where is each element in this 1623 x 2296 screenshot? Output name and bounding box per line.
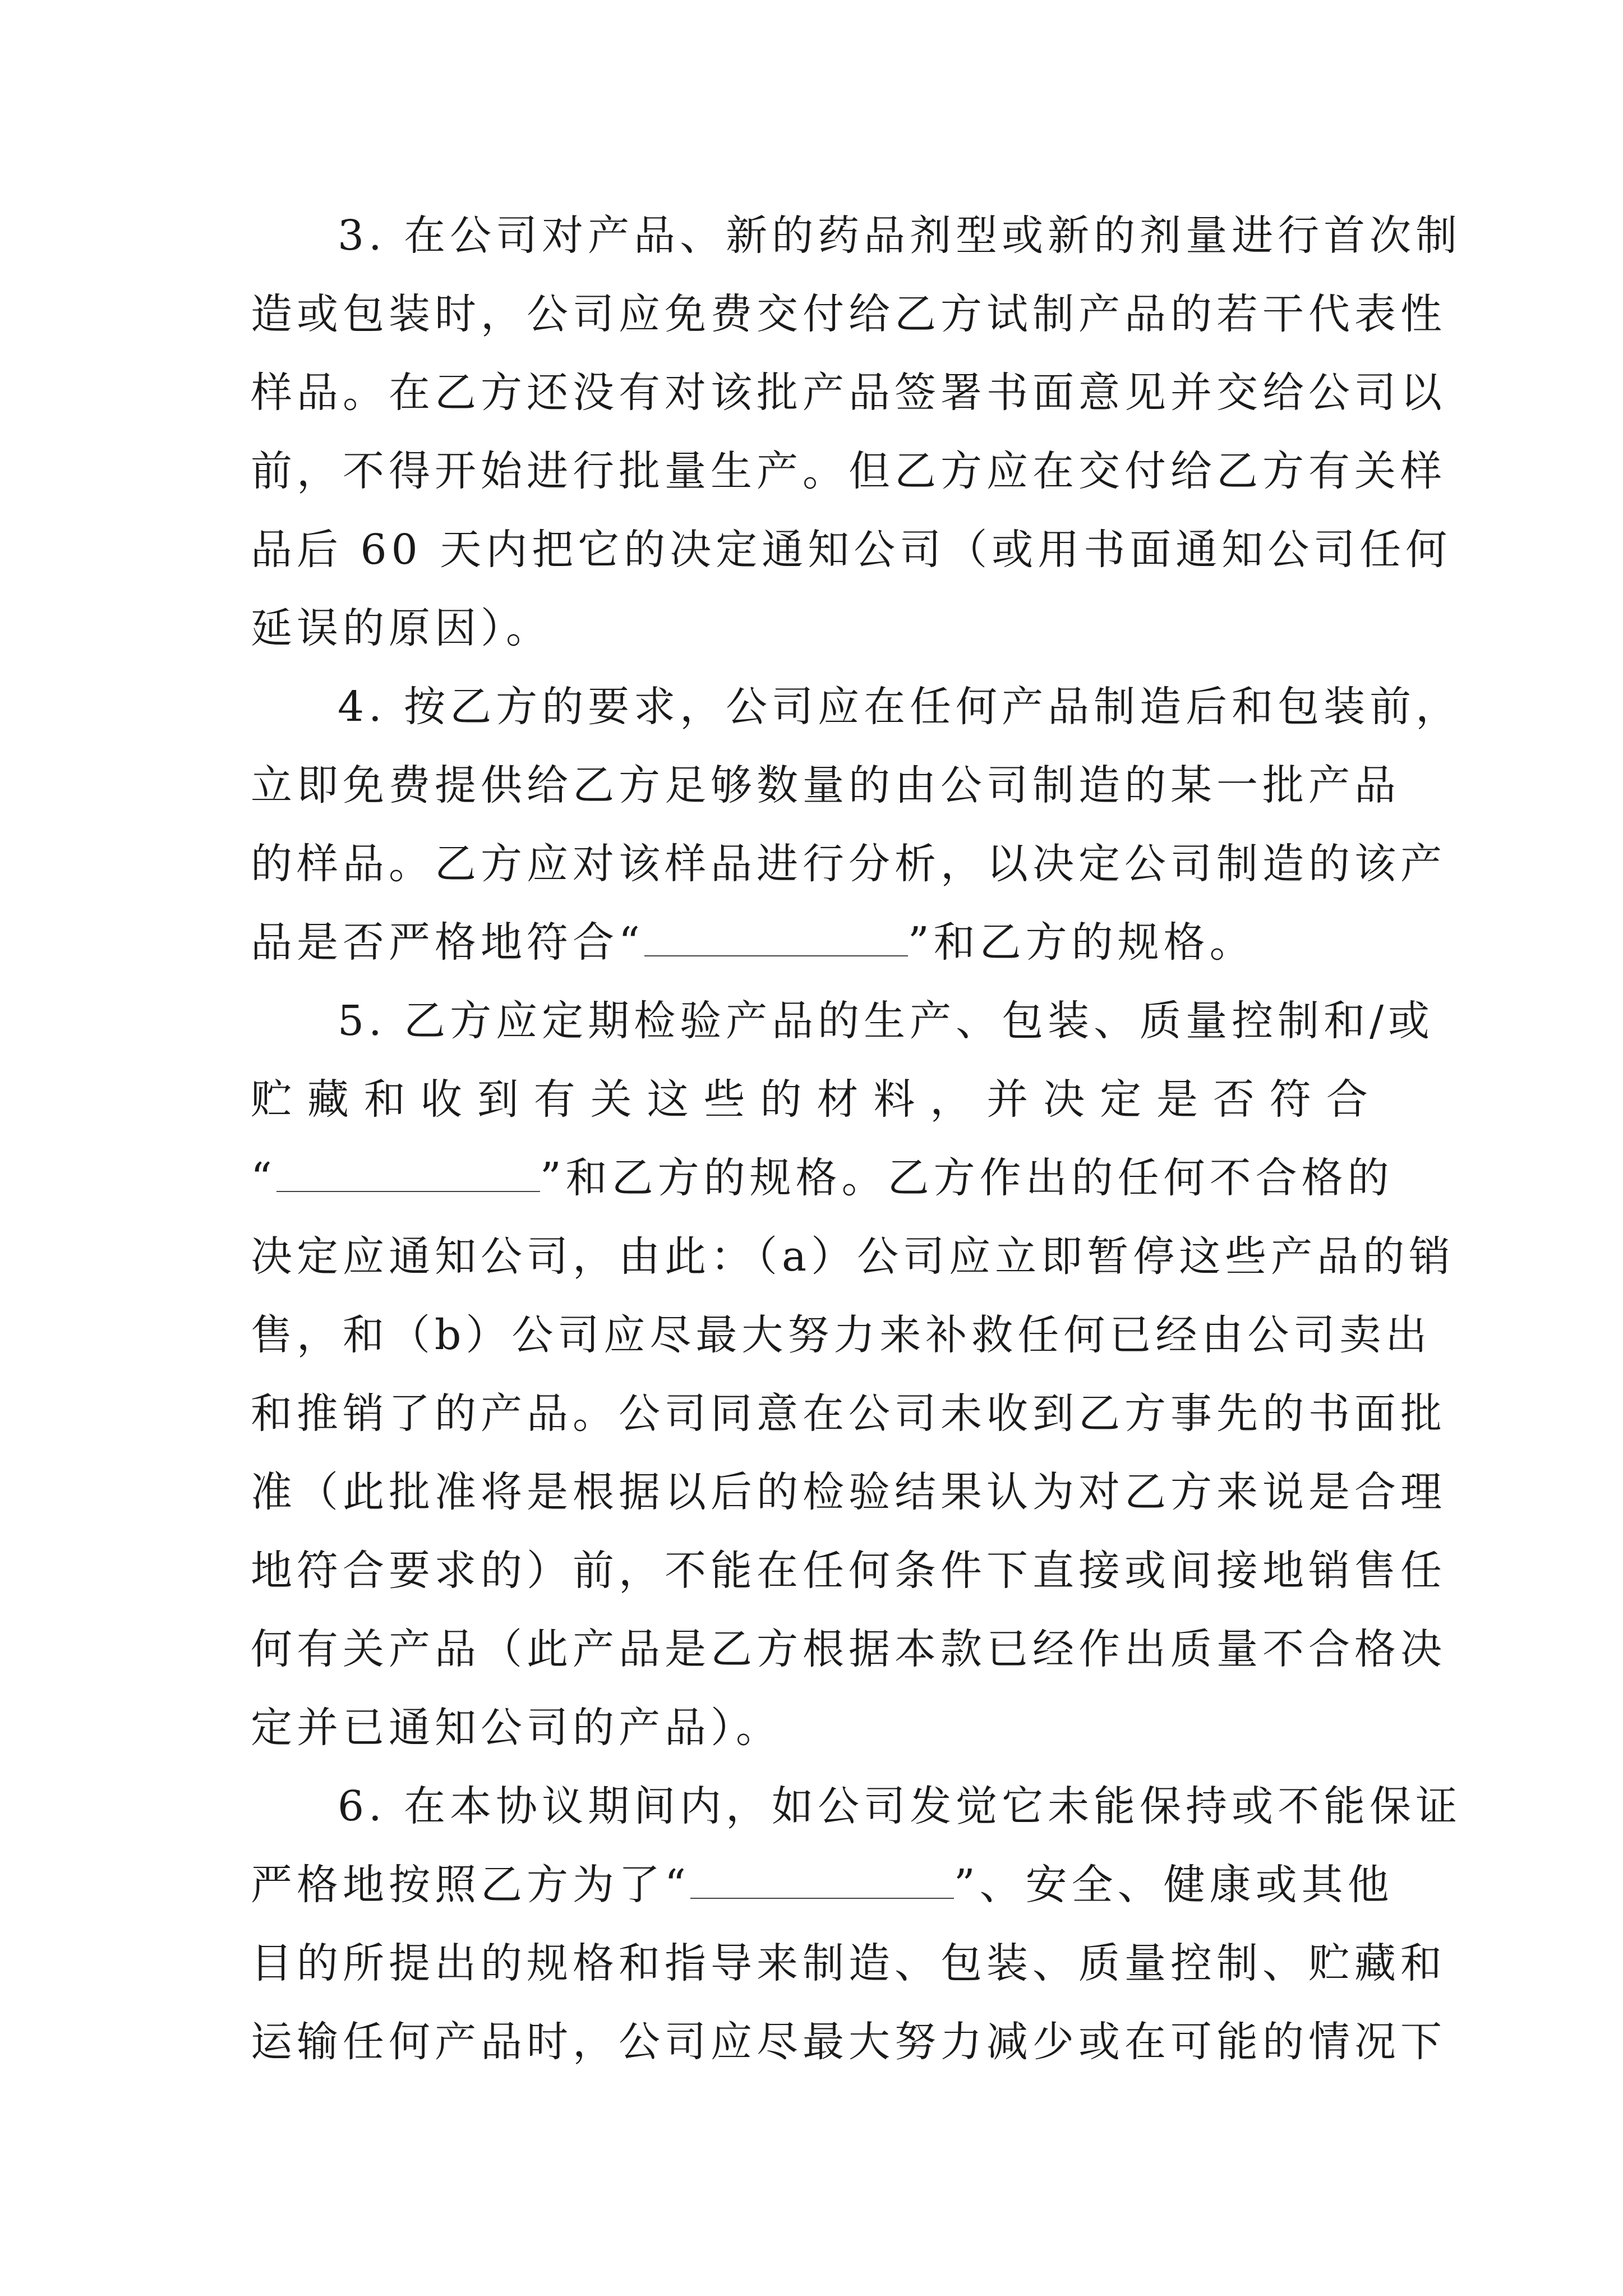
clause-3-line-6: 延误的原因）。 [251,604,552,652]
clause-5-line-3 [251,1139,1394,1217]
justified-char: 符 [1269,1075,1316,1124]
clause-5-line-7: 准（此批准将是根据以后的检验结果认为对乙方来说是合理 [251,1468,1446,1516]
clause-6-line-3: 目的所提出的规格和指导来制造、包装、质量控制、贮藏和 [251,1939,1446,1987]
justified-char: 藏 [307,1075,353,1124]
justified-char: 的 [760,1075,806,1124]
justified-char: 到 [477,1075,523,1124]
clause-3-line-5: 品后 60 天内把它的决定通知公司（或用书面通知公司任何 [251,526,1452,574]
clause-4-line-4-text-start: 品是否严格地符合“ [251,918,644,967]
clause-6-line-4: 运输任何产品时，公司应尽最大努力减少或在可能的情况下 [251,2018,1446,2066]
clause-4-line-2: 立即免费提供给乙方足够数量的由公司制造的某一批产品 [251,761,1400,809]
clause-6-line-2-text-start: 严格地按照乙方为了“ [251,1861,690,1909]
clause-6-line-2 [251,1846,1394,1924]
clause-3-line-4: 前，不得开始进行批量生产。但乙方应在交付给乙方有关样 [251,447,1446,495]
clause-5-line-3-open-quote: “ [251,1154,276,1202]
clause-5-line-6: 和推销了的产品。公司同意在公司未收到乙方事先的书面批 [251,1389,1446,1438]
justified-char: 这 [647,1075,693,1124]
justified-char: 材 [817,1075,863,1124]
justified-char: 和 [363,1075,410,1124]
justified-char: 料 [873,1075,920,1124]
justified-char: 合 [1326,1075,1372,1124]
clause-3-line-3: 样品。在乙方还没有对该批产品签署书面意见并交给公司以 [251,369,1446,417]
justified-char: 贮 [251,1075,297,1124]
blank-fill-line [276,1157,540,1192]
justified-char: 关 [590,1075,637,1124]
clause-6-line-2-text-end: ”、安全、健康或其他 [953,1861,1394,1909]
clause-5-line-4: 决定应通知公司，由此：（a）公司应立即暂停这些产品的销 [251,1232,1455,1281]
justified-char: 有 [533,1075,580,1124]
justified-char: 定 [1100,1075,1146,1124]
justified-char: 些 [703,1075,750,1124]
clause-5-line-1: 5. 乙方应定期检验产品的生产、包装、质量控制和/或 [338,997,1435,1045]
blank-fill-line [644,922,908,956]
clause-4-line-3: 的样品。乙方应对该样品进行分析，以决定公司制造的该产 [251,840,1446,888]
clause-5-line-10: 定并已通知公司的产品）。 [251,1704,782,1752]
clause-5-line-8: 地符合要求的）前，不能在任何条件下直接或间接地销售任 [251,1547,1446,1595]
clause-4-line-1: 4. 按乙方的要求，公司应在任何产品制造后和包装前， [338,683,1462,731]
justified-char: 决 [1043,1075,1090,1124]
clause-5-line-2 [251,1060,1372,1139]
clause-4-line-4 [251,903,1372,982]
clause-5-line-3-text: ”和乙方的规格。乙方作出的任何不合格的 [540,1154,1394,1202]
justified-char: ， [930,1075,976,1124]
clause-5-line-5: 售，和（b）公司应尽最大努力来补救任何已经由公司卖出 [251,1311,1432,1359]
blank-fill-line [690,1864,954,1899]
clause-3-line-2: 造或包装时，公司应免费交付给乙方试制产品的若干代表性 [251,290,1446,338]
clause-4-line-4-text-end: ”和乙方的规格。 [907,918,1256,967]
justified-char: 是 [1156,1075,1202,1124]
justified-char: 否 [1212,1075,1259,1124]
clause-3-line-1: 3. 在公司对产品、新的药品剂型或新的剂量进行首次制 [338,211,1462,260]
justified-char: 并 [986,1075,1033,1124]
clause-5-line-9: 何有关产品（此产品是乙方根据本款已经作出质量不合格决 [251,1625,1446,1673]
clause-6-line-1: 6. 在本协议期间内，如公司发觉它未能保持或不能保证 [338,1782,1462,1830]
justified-char: 收 [420,1075,467,1124]
